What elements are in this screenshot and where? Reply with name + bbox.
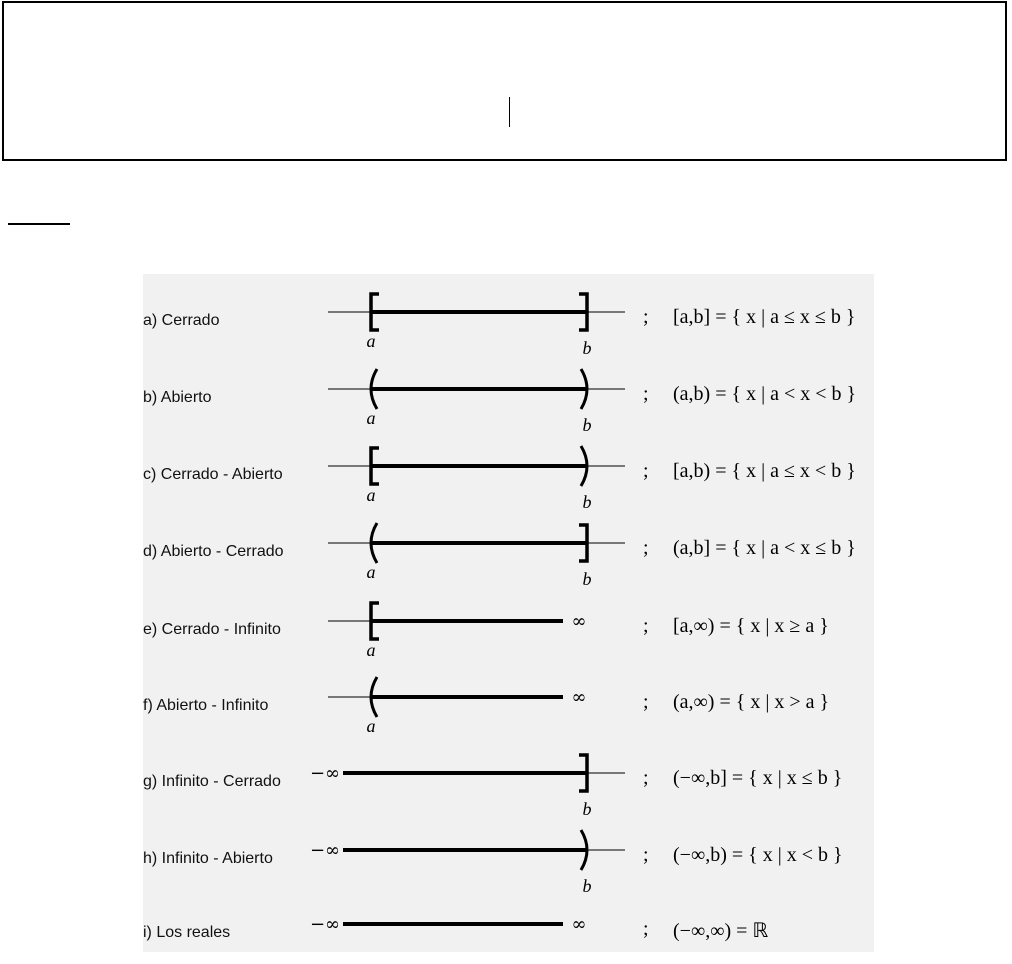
set-notation-formula: [a,b) = { x | a ≤ x < b } <box>673 460 856 482</box>
separator: ; <box>643 615 649 637</box>
endpoint-b-label: b <box>582 569 592 589</box>
endpoint-a-label: a <box>366 716 376 736</box>
interval-row <box>143 436 874 512</box>
interval-figure <box>143 274 874 952</box>
endpoint-a-label: a <box>366 640 376 660</box>
interval-row <box>143 743 874 819</box>
endpoint-a-label: a <box>366 408 376 428</box>
interval-row <box>143 591 874 661</box>
number-line <box>309 894 633 964</box>
text-box[interactable] <box>2 1 1007 161</box>
neg-infinity-symbol: −∞ <box>309 840 341 861</box>
infinity-symbol: ∞ <box>571 687 587 708</box>
interval-row <box>143 282 874 358</box>
interval-label: e) Cerrado - Infinito <box>143 621 281 638</box>
infinity-symbol: ∞ <box>571 611 587 632</box>
infinity-symbol: ∞ <box>571 914 587 935</box>
set-notation-formula: (a,b] = { x | a < x ≤ b } <box>673 537 856 559</box>
set-notation-formula: [a,b] = { x | a ≤ x ≤ b } <box>673 306 856 328</box>
set-notation-formula: (a,∞) = { x | x > a } <box>673 691 830 713</box>
set-notation-formula: (−∞,∞) = ℝ <box>673 920 769 942</box>
set-notation-formula: [a,∞) = { x | x ≥ a } <box>673 615 829 637</box>
interval-row <box>143 820 874 896</box>
separator: ; <box>643 460 649 482</box>
neg-infinity-symbol: −∞ <box>309 914 341 935</box>
interval-label: c) Cerrado - Abierto <box>143 466 283 483</box>
interval-label: b) Abierto <box>143 389 212 406</box>
interval-row <box>143 894 874 964</box>
number-line <box>313 359 633 435</box>
endpoint-a-label: a <box>366 485 376 505</box>
set-notation-formula: (a,b) = { x | a < x < b } <box>673 383 857 405</box>
number-line <box>309 820 633 896</box>
endpoint-b-label: b <box>582 338 592 358</box>
separator: ; <box>643 383 649 405</box>
number-line <box>313 667 633 737</box>
endpoint-b-label: b <box>582 415 592 435</box>
number-line <box>313 282 633 358</box>
text-cursor <box>509 97 510 127</box>
neg-infinity-symbol: −∞ <box>309 763 341 784</box>
separator: ; <box>643 844 649 866</box>
number-line <box>313 591 633 661</box>
number-line <box>313 436 633 512</box>
interval-row <box>143 667 874 737</box>
separator: ; <box>643 918 649 940</box>
set-notation-formula: (−∞,b) = { x | x < b } <box>673 844 843 866</box>
interval-label: f) Abierto - Infinito <box>143 697 269 714</box>
endpoint-a-label: a <box>366 331 376 351</box>
number-line <box>313 513 633 589</box>
endpoint-b-label: b <box>582 492 592 512</box>
interval-label: h) Infinito - Abierto <box>143 850 273 867</box>
separator: ; <box>643 306 649 328</box>
separator: ; <box>643 767 649 789</box>
interval-row <box>143 513 874 589</box>
separator: ; <box>643 537 649 559</box>
set-notation-formula: (−∞,b] = { x | x ≤ b } <box>673 767 843 789</box>
interval-label: i) Los reales <box>143 924 231 941</box>
endpoint-a-label: a <box>366 562 376 582</box>
endpoint-b-label: b <box>582 876 592 896</box>
heading-underline <box>8 223 70 225</box>
interval-label: g) Infinito - Cerrado <box>143 773 281 790</box>
interval-row <box>143 359 874 435</box>
separator: ; <box>643 691 649 713</box>
endpoint-b-label: b <box>582 799 592 819</box>
interval-label: a) Cerrado <box>143 312 220 329</box>
number-line <box>309 743 633 819</box>
interval-label: d) Abierto - Cerrado <box>143 543 284 560</box>
